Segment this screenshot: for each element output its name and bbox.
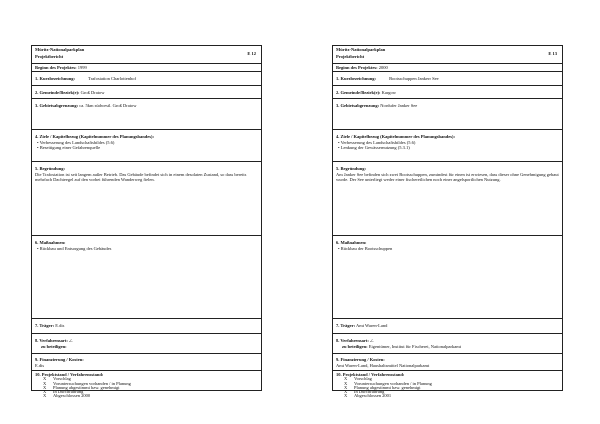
begin-value: 2000 [378,65,388,70]
project-number: E 12 [247,51,256,56]
section-status: 10. Projektstand / Verfahrensstand: X Vorschlag X Voruntersuchungen vorhanden / in Planung X Planung abgestimmt bzw. genehmigt X In Durchführung X Abgeschlossen 2001 [333,370,562,392]
status-item: X Vorschlag [43,376,71,382]
participants-value: Eigentümer, Institut für Fischerei, Nationalparkamt [368,343,462,349]
park-title: Müritz-Nationalparkplan [336,47,386,52]
status-item: X Abgeschlossen 2000 [43,393,91,399]
project-form-e12 [31,45,262,399]
goal-item: • Verbesserung des Landschaftsbildes (5.6) [336,140,559,146]
status-item: X Voruntersuchungen vorhanden / in Planung [43,380,131,386]
carrier-value: Amt Waren-Land [355,323,388,328]
begin-value: 1999 [77,65,87,70]
measure-item: • Rückbau und Entsorgung des Gebäudes [35,246,258,252]
municipality-value: Kargow [381,90,397,95]
procedure-value: ./. [370,338,374,343]
form-header [333,46,562,63]
procedure-value: ./. [69,338,73,343]
form-header [32,46,261,63]
section-financing: 9. Finanzierung / Kosten: Amt Waren-Land, Haushaltsmittel Nationalparkamt [333,353,562,370]
reason-text: Die Trafostation ist seit langem außer Betrieb. Das Gebäude befindet sich in einem desolaten Zustand, so dass bereits mehrfach Dachteegel auf den vorbei führenden Wanderweg fielen. [35,171,247,183]
status-item: X In Durchführung [344,389,385,395]
financing-value: Amt Waren-Land, Haushaltsmittel Nationalparkamt [336,362,430,368]
project-number: E 13 [548,51,557,56]
report-label: Projektbericht [35,53,64,59]
section-boundary: 3. Gebietsabgrenzung: ca. 5km südwestl. Groß Dratow [32,98,261,129]
report-label: Projektbericht [336,53,365,59]
goal-item: • Lenkung der Gewässernutzung (5.3.1) [336,145,559,151]
section-boundary: 3. Gebietsabgrenzung: Nordufer Janker See [333,98,562,129]
municipality-value: Groß Dratow [80,90,105,95]
section-carrier: 7. Träger: E.dis [32,318,261,333]
park-title: Müritz-Nationalparkplan [35,47,85,52]
reason-text: Am Janker See befinden sich zwei Bootsschuppen, zumindest für einen ist erwiesen, dass dieser ohne Genehmigung gebaut wurde. Der See unterliegt weder einer fischereilichen noch einer angelsportlichen Nutzung. [336,171,559,183]
section-municipality: 2. Gemeinde/Bezirk(e): Kargow [333,85,562,98]
section-measures: 6. Maßnahmen: • Rückbau der Bootsschuppen [333,235,562,318]
status-item: X Voruntersuchungen vorhanden / in Planung [344,380,432,386]
section-reason: 5. Begründung: Die Trafostation ist seit langem außer Betrieb. Das Gebäude befindet sich in einem desolaten Zustand, so dass bereits mehrfach Dachteegel auf den vorbei führenden Wanderweg fielen. [32,161,261,235]
status-item: X Abgeschlossen 2001 [344,393,392,399]
short-name-value: Bootsschuppen Jankerr See [389,76,439,81]
status-item: X Vorschlag [344,376,372,382]
section-short-name: 1. Kurzbezeichnung: Bootsschuppen Jankerr See [333,71,562,85]
section-municipality: 2. Gemeinde/Bezirk(e): Groß Dratow [32,85,261,98]
section-short-name: 1. Kurzbezeichnung: Trafostation Charlottenhof [32,71,261,85]
section-goals: 4. Ziele / Kapitelbezug (Kapitelnummer des Planungsbandes): • Verbesserung des Landschaftsbildes (5.6) • Lenkung der Gewässernutzung (5.3.1) [333,129,562,161]
status-item: X Planung abgestimmt bzw. genehmigt [344,384,421,390]
boundary-value: Nordufer Janker See [380,103,418,108]
financing-value: E.dis [35,362,45,368]
section-status: 10. Projektstand / Verfahrensstand: X Vorschlag X Voruntersuchungen vorhanden / in Planung X Planung abgestimmt bzw. genehmigt X In Durchführung X Abgeschlossen 2000 [32,370,261,392]
section-goals: 4. Ziele / Kapitelbezug (Kapitelnummer des Planungsbandes): • Verbesserung des Landschaftsbildes (5.6) • Beseitigung einer Gefahrenquelle [32,129,261,161]
project-form-e13 [332,45,563,399]
carrier-value: E.dis [55,323,65,328]
section-measures: 6. Maßnahmen: • Rückbau und Entsorgung des Gebäudes [32,235,261,318]
section-carrier: 7. Träger: Amt Waren-Land [333,318,562,333]
short-name-value: Trafostation Charlottenhof [88,76,136,81]
boundary-value: ca. 5km südwestl. Groß Dratow [79,103,137,108]
status-item: X Planung abgestimmt bzw. genehmigt [43,384,120,390]
project-begin: Beginn des Projektes: 1999 [32,63,261,71]
section-procedure: 8. Verfahrensart: ./. zu beteiligen: Eigentümer, Institut für Fischerei, Nationalparkamt [333,333,562,353]
section-financing: 9. Finanzierung / Kosten: E.dis [32,353,261,370]
status-item: X In Durchführung [43,389,84,395]
goal-item: • Verbesserung des Landschaftsbildes (5.6) [35,140,258,146]
project-begin: Beginn des Projektes: 2000 [333,63,562,71]
goal-item: • Beseitigung einer Gefahrenquelle [35,145,258,151]
measure-item: • Rückbau der Bootsschuppen [336,246,559,252]
section-procedure: 8. Verfahrensart: ./. zu beteiligen: [32,333,261,353]
section-reason: 5. Begründung: Am Janker See befinden sich zwei Bootsschuppen, zumindest für einen ist erwiesen, dass dieser ohne Genehmigung gebaut wurde. Der See unterliegt weder einer fischereilichen noch einer angelsportlichen Nutzung. [333,161,562,235]
